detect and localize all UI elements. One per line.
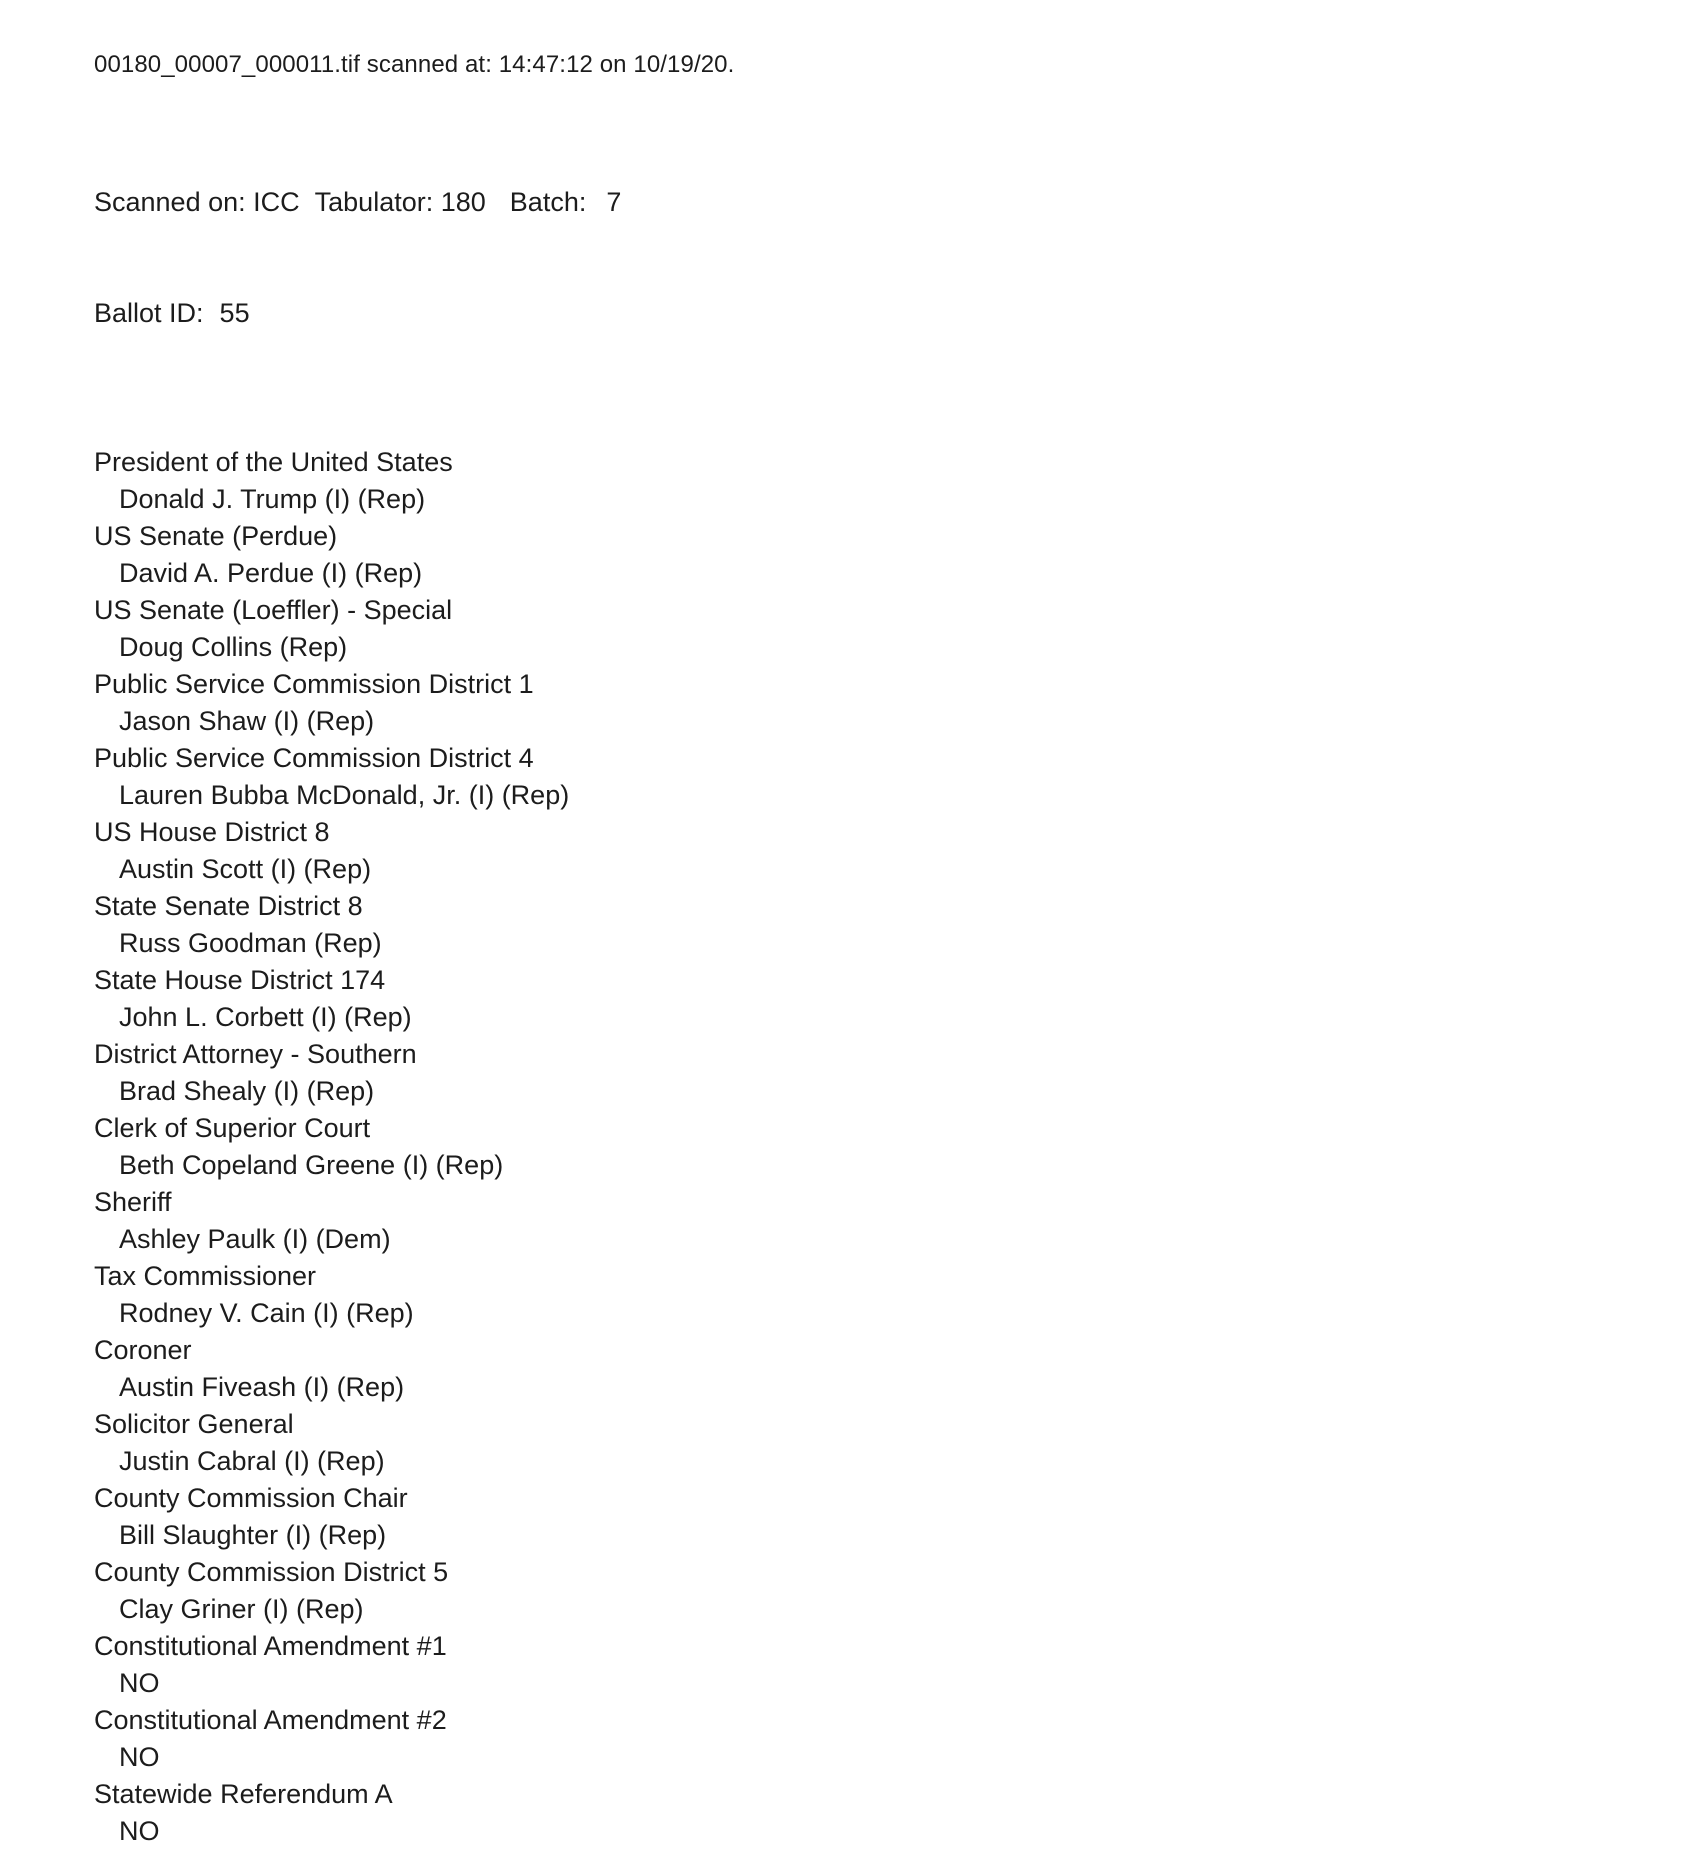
contest-choice: Austin Fiveash (I) (Rep) [119,1372,405,1402]
contest-name: US House District 8 [94,817,330,847]
contest-name: Statewide Referendum A [94,1779,393,1809]
contest-choice: Bill Slaughter (I) (Rep) [119,1520,387,1550]
contest-choice: Justin Cabral (I) (Rep) [119,1446,385,1476]
contest-name: County Commission Chair [94,1483,408,1513]
contest-choice: Rodney V. Cain (I) (Rep) [119,1298,414,1328]
contest-name: Tax Commissioner [94,1261,317,1291]
contest-name: Constitutional Amendment #1 [94,1631,447,1661]
contest-choice: Jason Shaw (I) (Rep) [119,706,375,736]
contest-name: Public Service Commission District 1 [94,669,534,699]
contest-choice: Ashley Paulk (I) (Dem) [119,1224,391,1254]
contest-name: Clerk of Superior Court [94,1113,371,1143]
contest-choice: Lauren Bubba McDonald, Jr. (I) (Rep) [119,780,570,810]
contest-name: District Attorney - Southern [94,1039,417,1069]
contest-name: State Senate District 8 [94,891,363,921]
contest-name: President of the United States [94,447,453,477]
contest-name: Constitutional Amendment #2 [94,1705,447,1735]
contest-name: Coroner [94,1335,192,1365]
contest-choice: Russ Goodman (Rep) [119,928,382,958]
contest-name: US Senate (Perdue) [94,521,338,551]
contest-choice: NO [119,1668,160,1698]
scan-file-line: 00180_00007_000011.tif scanned at: 14:47:12 on 10/19/20. [94,51,735,78]
contest-name: Public Service Commission District 4 [94,743,534,773]
contest-choice: NO [119,1816,160,1846]
batch-value: 7 [606,187,622,217]
contest-choice: Austin Scott (I) (Rep) [119,854,372,884]
contest-choice: Donald J. Trump (I) (Rep) [119,484,426,514]
scan-metadata-block [94,110,1663,406]
ballot-id-label: Ballot ID: [94,298,204,328]
ballot-id-value: 55 [219,298,250,328]
scanned-on-label: Scanned on: [94,187,246,217]
contest-name: Sheriff [94,1187,172,1217]
contest-name: County Commission District 5 [94,1557,449,1587]
contest-name: Solicitor General [94,1409,294,1439]
tabulator-label: Tabulator: [314,187,434,217]
scanned-on-value: ICC [253,187,300,217]
contest-choice: NO [119,1742,160,1772]
contest-name: US Senate (Loeffler) - Special [94,595,453,625]
contest-choice: Clay Griner (I) (Rep) [119,1594,364,1624]
contest-name: State House District 174 [94,965,386,995]
contest-choice: David A. Perdue (I) (Rep) [119,558,423,588]
tabulator-value: 180 [440,187,486,217]
contest-choice: Brad Shealy (I) (Rep) [119,1076,375,1106]
contest-choice: John L. Corbett (I) (Rep) [119,1002,412,1032]
contest-choice: Beth Copeland Greene (I) (Rep) [119,1150,504,1180]
scanner-info-line [94,184,1663,221]
contest-list [94,444,1663,1850]
contest-choice: Doug Collins (Rep) [119,632,348,662]
ballot-id-line [94,295,1663,332]
batch-label: Batch: [509,187,587,217]
